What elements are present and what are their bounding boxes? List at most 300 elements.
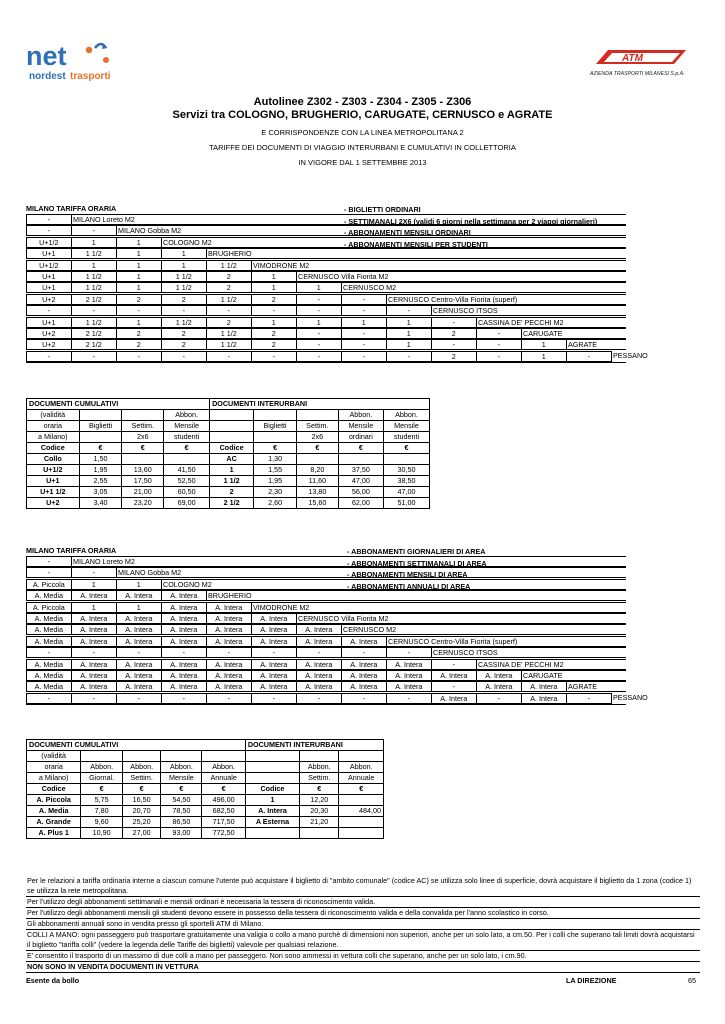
table-cell: 37,50 — [338, 465, 383, 476]
fare-station: MILANO Gobba M2 — [116, 567, 626, 578]
fare-cell: - — [296, 294, 342, 305]
euro-label: € — [339, 784, 384, 795]
table-cell: Collo — [27, 454, 80, 465]
fare-cell: 1 1/2 — [71, 248, 117, 259]
table-cell: 1,30 — [254, 454, 297, 465]
fare-cell: A. Media — [26, 670, 72, 681]
fare-cell: A. Intera — [71, 670, 117, 681]
table-row — [27, 806, 384, 817]
fare-cell: - — [386, 647, 432, 658]
euro-label: € — [79, 443, 122, 454]
fare-cell: A. Intera — [251, 613, 297, 624]
table-cell: 1,95 — [79, 465, 122, 476]
table-cell: 47,00 — [338, 476, 383, 487]
fare-cell: 1 — [341, 317, 387, 328]
fare-station: AGRATE — [566, 681, 626, 692]
documents-table-1 — [26, 398, 430, 509]
fare-matrix-area — [26, 546, 648, 706]
table-cell: U+1 1/2 — [27, 487, 80, 498]
table-cell — [164, 454, 210, 465]
fare-cell: U+1/2 — [26, 237, 72, 248]
euro-label: € — [254, 443, 297, 454]
fare-cell: - — [296, 351, 342, 362]
col-label: 2x6 — [297, 432, 339, 443]
fare-cell: A. Intera — [116, 636, 162, 647]
fare-station: CERNUSCO Villa Fiorita M2 — [296, 271, 626, 282]
atm-logo — [588, 42, 693, 90]
fare-cell: - — [251, 351, 297, 362]
subtitle-connections: E CORRISPONDENZE CON LA LINEA METROPOLITANA 2 — [261, 128, 464, 137]
table-cell: 1 — [245, 795, 299, 806]
table-cell: 25,20 — [123, 817, 161, 828]
fare-cell: 1 — [296, 317, 342, 328]
fare-cell: - — [26, 225, 72, 236]
note-ambito-comunale: Per le relazioni a tariffa ordinaria interne a ciascun comune l'utente può acquistare il biglietto di "ambito comunale" (codice AC) se utilizza solo linee di superficie, dovrà acquistare il biglietto da 1 zona (codice 1) se utilizza la rete metropolitana. — [26, 876, 700, 897]
fare-cell: A. Intera — [161, 590, 207, 601]
fare-cell: 2 — [251, 339, 297, 350]
fare-cell: - — [341, 294, 387, 305]
fare-cell: 2 — [116, 339, 162, 350]
col-label: ordinari — [338, 432, 383, 443]
table-cell: 496,00 — [202, 795, 245, 806]
table-cell: 2,55 — [79, 476, 122, 487]
fare-cell: A. Piccola — [26, 579, 72, 590]
fare-cell: A. Intera — [341, 681, 387, 692]
fare-cell: A. Intera — [71, 613, 117, 624]
fare-cell: - — [116, 647, 162, 658]
fare-cell: - — [71, 305, 117, 316]
fare-station: COLOGNO M2 — [161, 579, 626, 590]
table-cell: A. Plus 1 — [27, 828, 81, 839]
table-cell: 3,05 — [79, 487, 122, 498]
notes-section — [26, 876, 700, 973]
col-label: Annuale — [339, 773, 384, 784]
col-label: Mensile — [161, 773, 202, 784]
fare-cell: - — [296, 647, 342, 658]
col-label — [81, 751, 123, 762]
fare-cell: A. Intera — [386, 670, 432, 681]
codice-label: Codice — [27, 784, 81, 795]
fare-cell: - — [206, 305, 252, 316]
fare-cell: - — [26, 305, 72, 316]
legend-item: - BIGLIETTI ORDINARI — [344, 205, 421, 214]
fare-cell: A. Intera — [161, 670, 207, 681]
fare-cell: - — [386, 305, 432, 316]
col-label — [123, 751, 161, 762]
table-cell: AC — [210, 454, 254, 465]
legend-item: - ABBONAMENTI GIORNALIERI DI AREA — [347, 547, 486, 556]
fare-cell: - — [341, 351, 387, 362]
fare-cell: A. Intera — [116, 590, 162, 601]
col-label: Abbon. — [161, 762, 202, 773]
fare-cell: 1 1/2 — [161, 271, 207, 282]
title-services: Servizi tra COLOGNO, BRUGHERIO, CARUGATE, CERNUSCO e AGRATE — [172, 109, 553, 121]
fare-station: CERNUSCO ITSOS — [431, 305, 626, 316]
fare-cell: 2 — [161, 294, 207, 305]
fare-cell: A. Intera — [116, 659, 162, 670]
table-cell: 27,00 — [123, 828, 161, 839]
fare-cell: - — [161, 647, 207, 658]
col-label — [245, 762, 299, 773]
col-label — [79, 432, 122, 443]
table-cell: 60,50 — [164, 487, 210, 498]
fare-cell: A. Intera — [161, 624, 207, 635]
col-label: Annuale — [202, 773, 245, 784]
table-cell: A Esterna — [245, 817, 299, 828]
logo-trasporti-text: trasporti — [70, 71, 111, 82]
fare-cell: 1 — [521, 339, 567, 350]
fare-cell: 1 — [521, 351, 567, 362]
header-interurbani: DOCUMENTI INTERURBANI — [245, 740, 383, 751]
table-cell — [339, 828, 384, 839]
col-label — [254, 410, 297, 421]
table-cell — [339, 817, 384, 828]
table-row — [27, 828, 384, 839]
col-label — [210, 432, 254, 443]
fare-cell: 1 — [386, 317, 432, 328]
euro-label: € — [161, 784, 202, 795]
table-cell: 41,50 — [164, 465, 210, 476]
fare-station: PESSANO — [611, 693, 671, 704]
fare-cell: - — [71, 567, 117, 578]
fare-station: CERNUSCO M2 — [341, 282, 626, 293]
euro-label: € — [297, 443, 339, 454]
col-label: Settim. — [300, 773, 339, 784]
logo-atm-subtext: AZIENDA TRASPORTI MILANESI S.p.A. — [590, 71, 685, 77]
table-cell: 20,70 — [123, 806, 161, 817]
fare-cell: A. Intera — [431, 693, 477, 704]
table-cell: 13,80 — [297, 487, 339, 498]
col-label — [161, 751, 202, 762]
fare-cell: A. Intera — [116, 670, 162, 681]
fare-cell: 1 1/2 — [161, 282, 207, 293]
table-cell: 15,60 — [297, 498, 339, 509]
table-cell: 12,20 — [300, 795, 339, 806]
fare-cell: 2 — [206, 317, 252, 328]
table-cell: 93,00 — [161, 828, 202, 839]
fare-cell: A. Media — [26, 590, 72, 601]
fare-cell: A. Intera — [161, 613, 207, 624]
fare-cell: 1 — [116, 248, 162, 259]
fare-station: AGRATE — [566, 339, 626, 350]
fare-cell: A. Intera — [476, 681, 522, 692]
fare-station: CERNUSCO Villa Fiorita M2 — [296, 613, 626, 624]
fare-cell: 1 — [71, 602, 117, 613]
table-cell: 5,75 — [81, 795, 123, 806]
fare-cell: 2 — [206, 282, 252, 293]
fare-cell: A. Intera — [296, 636, 342, 647]
fare-cell: A. Intera — [476, 670, 522, 681]
note-colli-massimo: E' consentito il trasporto di un massimo di due colli a mano per passeggero. Non sono ammessi in vettura colli che superano, anche per un solo lato, i cm.90. — [26, 951, 700, 962]
fare-cell: 1 — [116, 260, 162, 271]
fare-cell: 2 — [116, 328, 162, 339]
fare-cell: A. Intera — [71, 681, 117, 692]
table-cell: 21,20 — [300, 817, 339, 828]
table-cell — [300, 828, 339, 839]
fare-cell: - — [341, 339, 387, 350]
fare-cell: - — [26, 567, 72, 578]
fare-station: MILANO Gobba M2 — [116, 225, 626, 236]
euro-label: € — [338, 443, 383, 454]
table-cell: 772,50 — [202, 828, 245, 839]
fare-cell: 1 — [386, 339, 432, 350]
fare-bottom-rule — [26, 704, 626, 705]
fare-cell: 1 — [116, 579, 162, 590]
table-cell: 10,90 — [81, 828, 123, 839]
table-cell: 2 — [210, 487, 254, 498]
col-label: Giornal. — [81, 773, 123, 784]
fare-cell: - — [476, 328, 522, 339]
col-label — [79, 410, 122, 421]
fare-cell: 2 — [116, 294, 162, 305]
col-label: Abbon. — [339, 762, 384, 773]
footer-direzione: LA DIREZIONE — [566, 976, 617, 985]
fare-cell: A. Intera — [116, 624, 162, 635]
fare-cell: 1 1/2 — [71, 271, 117, 282]
table-cell: A. Grande — [27, 817, 81, 828]
fare-cell: A. Intera — [341, 670, 387, 681]
fare-cell: - — [296, 328, 342, 339]
fare-cell: - — [71, 647, 117, 658]
fare-cell: - — [251, 305, 297, 316]
header-interurbani: DOCUMENTI INTERURBANI — [210, 399, 430, 410]
table-cell — [383, 454, 429, 465]
fare-station: CERNUSCO ITSOS — [431, 647, 626, 658]
fare-cell: A. Intera — [251, 681, 297, 692]
fare-cell: A. Intera — [251, 670, 297, 681]
table-cell: U+1/2 — [27, 465, 80, 476]
table-cell: 54,50 — [161, 795, 202, 806]
euro-label: € — [300, 784, 339, 795]
col-label: Settim. — [297, 421, 339, 432]
col-label: Abbon. — [202, 762, 245, 773]
fare-cell: 2 — [431, 351, 477, 362]
title-lines: Autolinee Z302 - Z303 - Z304 - Z305 - Z306 — [253, 96, 472, 108]
page-number: 65 — [688, 976, 696, 985]
fare-legend-1 — [344, 204, 597, 250]
fare-cell: A. Intera — [296, 681, 342, 692]
table-cell: 47,00 — [383, 487, 429, 498]
fare-cell: - — [431, 317, 477, 328]
fare-station: MILANO Loreto M2 — [71, 556, 626, 567]
note-colli-a-mano: COLLI A MANO: ogni passeggero può trasportare gratuitamente una valigia o collo a mano purchè di dimensioni non superiori, anche per un solo lato, a cm.50. Per i colli che superano tali limiti dovrà acquistarsi il biglietto "tariffa colli" (vedere la legenda delle Tariffe dei biglietti) valevole per qualsiasi relazione. — [26, 930, 700, 951]
fare-cell: A. Intera — [341, 659, 387, 670]
fare-cell: A. Intera — [116, 681, 162, 692]
legend-item: - ABBONAMENTI MENSILI PER STUDENTI — [344, 239, 488, 249]
table-cell: 3,40 — [79, 498, 122, 509]
fare-cell: 2 1/2 — [71, 294, 117, 305]
col-label — [254, 432, 297, 443]
fare-cell: - — [206, 647, 252, 658]
fare-station: PESSANO — [611, 351, 671, 362]
table-cell: 69,00 — [164, 498, 210, 509]
table-cell: 8,20 — [297, 465, 339, 476]
fare-cell: 1 — [161, 248, 207, 259]
table-cell: 62,00 — [338, 498, 383, 509]
net-nordest-logo — [26, 38, 136, 86]
fare-cell: 1 — [251, 317, 297, 328]
col-label: (validità — [27, 751, 81, 762]
fare-cell: A. Intera — [116, 613, 162, 624]
fare-cell: - — [431, 339, 477, 350]
fare-cell: A. Media — [26, 681, 72, 692]
euro-label: € — [383, 443, 429, 454]
fare-cell: 1 — [71, 579, 117, 590]
fare-cell: A. Intera — [521, 681, 567, 692]
fare-cell: - — [161, 305, 207, 316]
fare-cell: A. Intera — [161, 659, 207, 670]
fare-cell: - — [566, 693, 612, 704]
table-cell: 11,60 — [297, 476, 339, 487]
header-cumulativi: DOCUMENTI CUMULATIVI — [27, 740, 246, 751]
fare-cell: - — [116, 351, 162, 362]
table-cell: 52,50 — [164, 476, 210, 487]
fare-cell: U+1 — [26, 271, 72, 282]
table-cell — [245, 828, 299, 839]
fare-cell: - — [341, 693, 387, 704]
fare-cell: - — [386, 693, 432, 704]
fare-cell: 2 — [161, 339, 207, 350]
note-annuali: Gli abbonamenti annuali sono in vendita presso gli sportelli ATM di Milano. — [26, 919, 700, 930]
table-cell: 21,00 — [122, 487, 164, 498]
header-cumulativi: DOCUMENTI CUMULATIVI — [27, 399, 210, 410]
legend-item: - ABBONAMENTI MENSILI ORDINARI — [344, 228, 471, 237]
fare-cell: A. Intera — [521, 693, 567, 704]
col-label: Abbon. — [164, 410, 210, 421]
fare-cell: A. Intera — [251, 624, 297, 635]
fare-cell: - — [296, 693, 342, 704]
table-cell: 30,50 — [383, 465, 429, 476]
fare-cell: - — [341, 647, 387, 658]
col-label: Mensile — [338, 421, 383, 432]
fare-cell: A. Intera — [71, 636, 117, 647]
fare-cell: - — [206, 351, 252, 362]
fare-cell: 1 — [116, 282, 162, 293]
fare-cell: - — [26, 214, 72, 225]
note-tessera: Per l'utilizzo degli abbonamenti settimanali e mensili ordinari è necessaria la tessera di riconoscimento valida. — [26, 897, 700, 908]
table-row — [27, 487, 430, 498]
euro-label: € — [202, 784, 245, 795]
fare-cell: A. Intera — [206, 670, 252, 681]
subtitle-validity: IN VIGORE DAL 1 SETTEMBRE 2013 — [298, 158, 427, 167]
col-label — [210, 410, 254, 421]
fare-cell: - — [71, 225, 117, 236]
table-cell: 20,30 — [300, 806, 339, 817]
table-row — [27, 795, 384, 806]
col-label: Biglietti — [79, 421, 122, 432]
fare-cell: A. Intera — [206, 659, 252, 670]
fare-cell: 1 — [71, 237, 117, 248]
table-cell: A. Intera — [245, 806, 299, 817]
fare-cell: A. Intera — [431, 670, 477, 681]
table-row — [27, 465, 430, 476]
fare-cell: - — [26, 556, 72, 567]
fare-cell: 1 — [386, 328, 432, 339]
fare-station: CASSINA DE' PECCHI M2 — [476, 317, 626, 328]
fare-cell: 2 — [206, 271, 252, 282]
table-row — [27, 476, 430, 487]
fare-cell: - — [26, 647, 72, 658]
fare-cell: U+2 — [26, 339, 72, 350]
fare-station: CERNUSCO Centro-Villa Fiorita (superf) — [386, 636, 626, 647]
note-no-vendita: NON SONO IN VENDITA DOCUMENTI IN VETTURA — [26, 962, 700, 973]
table-row — [27, 454, 430, 465]
fare-cell: - — [296, 305, 342, 316]
documents-table-2 — [26, 739, 384, 839]
fare-cell: - — [431, 659, 477, 670]
note-studenti: Per l'utilizzo degli abbonamenti mensili gli studenti devono essere in possesso della tessera di riconoscimento valida e della convalida per l'anno scolastico in corso. — [26, 908, 700, 919]
fare-station: BRUGHERIO — [206, 590, 626, 601]
fare-cell: A. Media — [26, 636, 72, 647]
table-cell: A. Media — [27, 806, 81, 817]
fare-cell: A. Intera — [71, 659, 117, 670]
table-cell: 13,60 — [122, 465, 164, 476]
fare-legend-2 — [347, 546, 487, 592]
fare-cell: A. Media — [26, 624, 72, 635]
table-cell: 2 1/2 — [210, 498, 254, 509]
fare-cell: - — [296, 339, 342, 350]
fare-cell: 1 1/2 — [161, 317, 207, 328]
table-cell: 2,60 — [254, 498, 297, 509]
col-label: a Milano) — [27, 432, 80, 443]
table-cell: 16,50 — [123, 795, 161, 806]
table-cell: 7,80 — [81, 806, 123, 817]
fare-cell: 1 — [116, 317, 162, 328]
fare-cell: 1 — [71, 260, 117, 271]
fare-cell: - — [116, 305, 162, 316]
fare-cell: A. Intera — [206, 624, 252, 635]
fare-cell: - — [71, 351, 117, 362]
legend-item: - ABBONAMENTI SETTIMANALI DI AREA — [347, 558, 487, 568]
table-cell: A. Piccola — [27, 795, 81, 806]
col-label — [245, 773, 299, 784]
logo-nordest-text: nordest — [29, 71, 66, 82]
fare-cell: A. Intera — [296, 624, 342, 635]
fare-cell: A. Intera — [71, 590, 117, 601]
table-cell: 17,50 — [122, 476, 164, 487]
fare-cell: A. Intera — [71, 624, 117, 635]
fare-cell: - — [476, 693, 522, 704]
table-cell: 78,50 — [161, 806, 202, 817]
table-cell: 51,00 — [383, 498, 429, 509]
col-label: studenti — [164, 432, 210, 443]
fare-station: BRUGHERIO — [206, 248, 626, 259]
fare-cell: 1 — [296, 282, 342, 293]
fare-cell: - — [116, 693, 162, 704]
fare-cell: A. Intera — [296, 670, 342, 681]
fare-station: CERNUSCO Centro-Villa Fiorita (superf) — [386, 294, 626, 305]
col-label: 2x6 — [122, 432, 164, 443]
table-cell: 56,00 — [338, 487, 383, 498]
codice-label: Codice — [245, 784, 299, 795]
col-label — [339, 751, 384, 762]
table-cell: 484,00 — [339, 806, 384, 817]
table-cell — [297, 454, 339, 465]
fare-matrix-title: MILANO TARIFFA ORARIA — [26, 546, 117, 555]
col-label: Abbon. — [81, 762, 123, 773]
col-label: Settim. — [123, 773, 161, 784]
col-label — [122, 410, 164, 421]
fare-cell: 2 1/2 — [71, 339, 117, 350]
fare-station: VIMODRONE M2 — [251, 602, 626, 613]
footer-esente-bollo: Esente da bollo — [26, 976, 80, 985]
fare-cell: 2 — [161, 328, 207, 339]
fare-cell: - — [161, 351, 207, 362]
fare-cell: 1 1/2 — [206, 294, 252, 305]
euro-label: € — [164, 443, 210, 454]
fare-cell: A. Intera — [206, 681, 252, 692]
table-cell: 1,50 — [79, 454, 122, 465]
